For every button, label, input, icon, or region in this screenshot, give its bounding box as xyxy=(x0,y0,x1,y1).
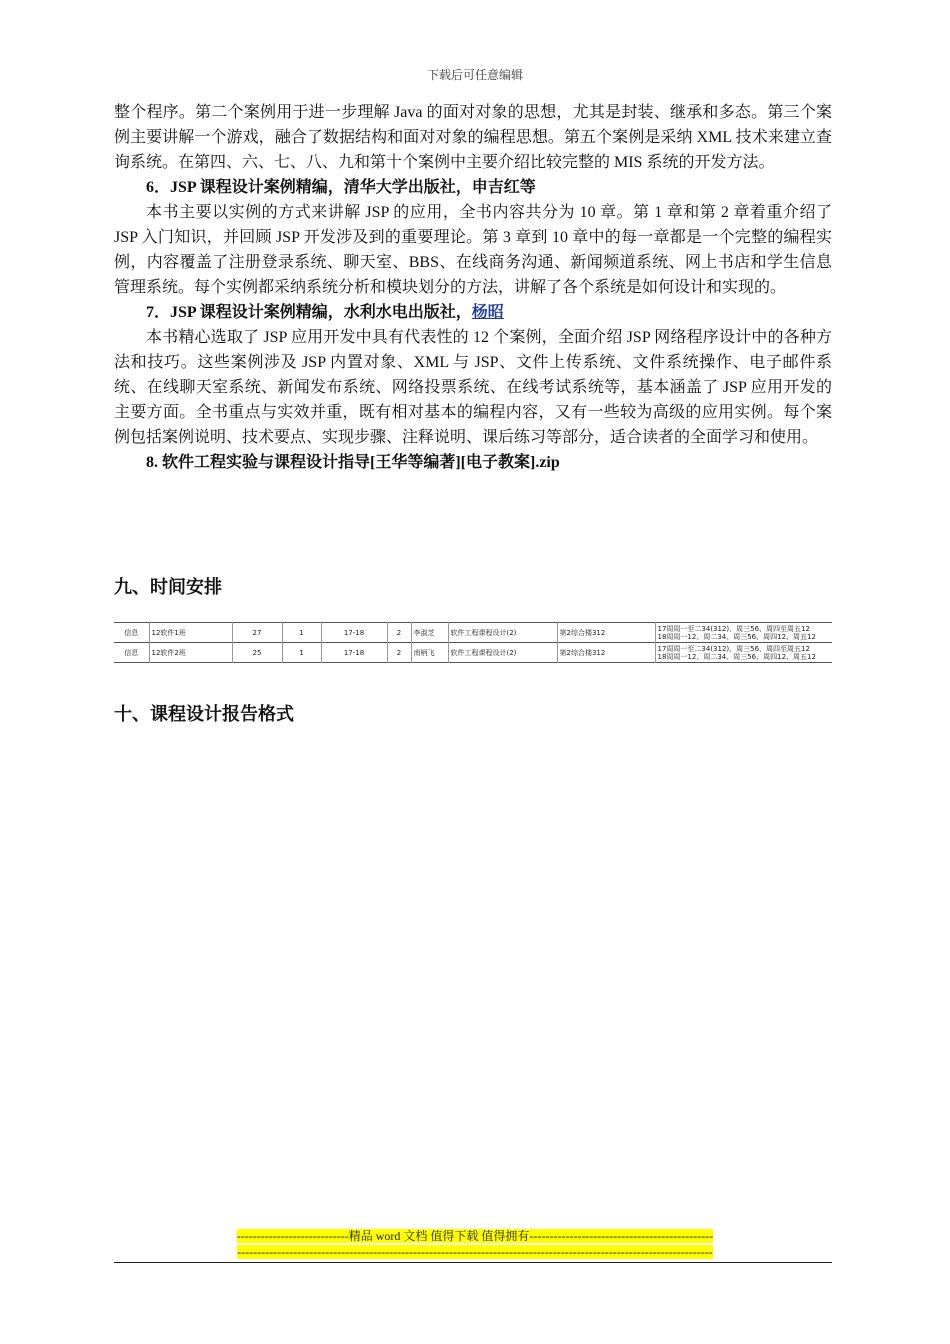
reference-7-title-text: 7．JSP 课程设计案例精编，水利水电出版社， xyxy=(146,304,472,321)
cell-dept: 信息 xyxy=(114,623,149,643)
author-link-yangzhao[interactable]: 杨昭 xyxy=(471,304,504,321)
cell-room: 第2综合楼312 xyxy=(557,623,655,643)
document-body xyxy=(114,100,832,475)
cell-class: 12软件2班 xyxy=(149,643,232,663)
footer-banner-line-2 xyxy=(0,1245,950,1260)
cell-time xyxy=(655,643,832,663)
cell-time xyxy=(655,623,832,643)
cell-course: 软件工程课程设计(2) xyxy=(448,643,557,663)
cell-class: 12软件1班 xyxy=(149,623,232,643)
cell-credit: 2 xyxy=(387,623,411,643)
time-line-2: 18周周一12、周二34、周三56、周四12、周五12 xyxy=(657,652,816,661)
footer-text-2: ----------------------------------------------------------------------------------------------------------------------- xyxy=(237,1245,713,1259)
time-line-1: 17周周一至二34(312)、周三56、周四至周五12 xyxy=(657,624,810,633)
paragraph-intro: 整个程序。第二个案例用于进一步理解 Java 的面对对象的思想，尤其是封装、继承和多态。第三个案例主要讲解一个游戏，融合了数据结构和面对对象的编程思想。第五个案例是采纳 XML 技术来建立查询系统。在第四、六、七、八、九和第十个案例中主要介绍比较完整的 MIS 系统的开发方法。 xyxy=(114,104,832,171)
cell-dept: 信息 xyxy=(114,643,149,663)
section-10-heading: 十、课程设计报告格式 xyxy=(114,704,294,724)
table-row xyxy=(114,623,832,643)
schedule-table xyxy=(114,622,832,663)
table-row xyxy=(114,643,832,663)
footer-text-1: ----------------------------精品 word 文档 值得下载 值得拥有---------------------------------------------- xyxy=(236,1229,714,1243)
cell-course: 软件工程课程设计(2) xyxy=(448,623,557,643)
cell-teacher: 李淑芝 xyxy=(411,623,448,643)
cell-count: 27 xyxy=(232,623,282,643)
cell-n: 1 xyxy=(282,643,321,663)
section-9-heading: 九、时间安排 xyxy=(114,577,222,597)
cell-credit: 2 xyxy=(387,643,411,663)
time-line-1: 17周周一至二34(312)、周三56、周四至周五12 xyxy=(657,644,810,653)
cell-count: 25 xyxy=(232,643,282,663)
cell-n: 1 xyxy=(282,623,321,643)
cell-room: 第2综合楼312 xyxy=(557,643,655,663)
cell-teacher: 南柄飞 xyxy=(411,643,448,663)
footer-divider xyxy=(114,1262,832,1263)
footer-banner-line-1 xyxy=(0,1229,950,1244)
reference-6-description: 本书主要以实例的方式来讲解 JSP 的应用，全书内容共分为 10 章。第 1 章和第 2 章着重介绍了 JSP 入门知识，并回顾 JSP 开发涉及到的重要理论。第 3 章到 10 章中的每一章都是一个完整的编程实例，内容覆盖了注册登录系统、聊天室、BBS、在线商务沟通、新闻频道系统、网上书店和学生信息管理系统。每个实例都采纳系统分析和模块划分的方法，讲解了各个系统是如何设计和实现的。 xyxy=(114,204,832,296)
cell-weeks: 17-18 xyxy=(321,623,387,643)
time-line-2: 18周周一12、周二34、周三56、周四12、周五12 xyxy=(657,632,816,641)
reference-8-title: 8. 软件工程实验与课程设计指导[王华等编著][电子教案].zip xyxy=(146,454,560,471)
reference-7-description: 本书精心选取了 JSP 应用开发中具有代表性的 12 个案例，全面介绍 JSP 网络程序设计中的各种方法和技巧。这些案例涉及 JSP 内置对象、XML 与 JSP、文件上传系统、文件系统操作、电子邮件系统、在线聊天室系统、新闻发布系统、网络投票系统、在线考试系统等，基本涵盖了 JSP 应用开发的主要方面。全书重点与实效并重，既有相对基本的编程内容，又有一些较为高级的应用实例。每个案例包括案例说明、技术要点、实现步骤、注释说明、课后练习等部分，适合读者的全面学习和使用。 xyxy=(114,329,832,446)
cell-weeks: 17-18 xyxy=(321,643,387,663)
page-header: 下载后可任意编辑 xyxy=(426,68,523,82)
reference-7-title xyxy=(114,300,832,325)
reference-6-title: 6．JSP 课程设计案例精编，清华大学出版社，申吉红等 xyxy=(146,179,536,196)
